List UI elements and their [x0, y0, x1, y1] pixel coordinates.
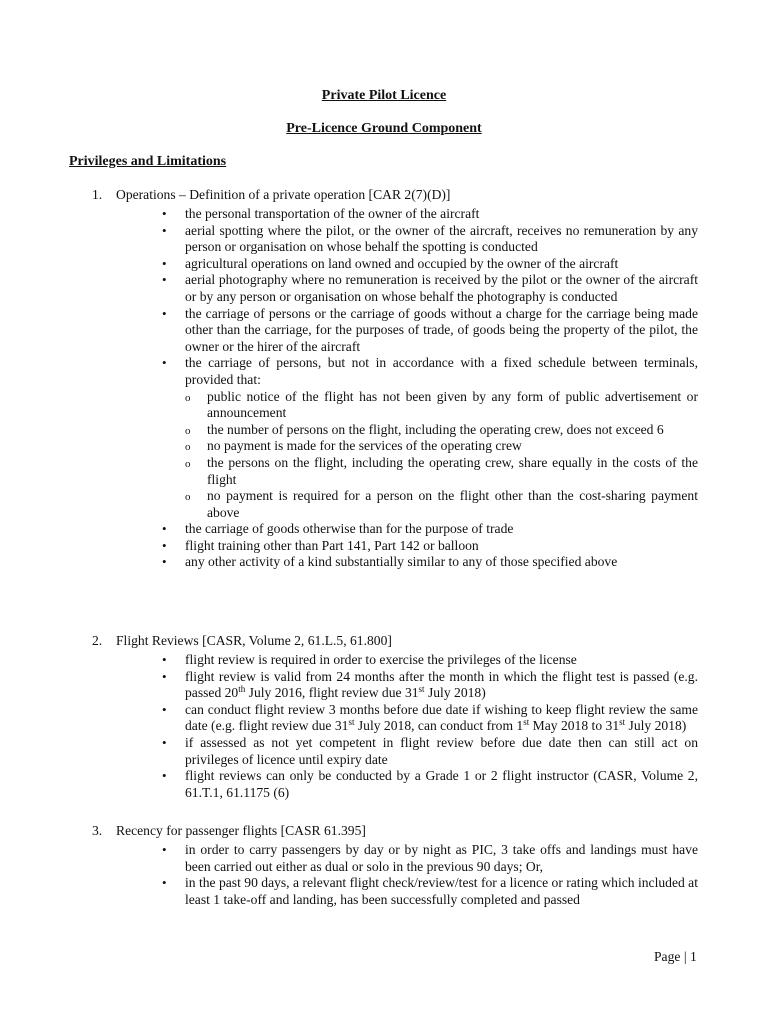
section-number: 3. [92, 823, 103, 838]
section-2-heading [92, 633, 712, 650]
document-title: Private Pilot Licence [321, 88, 447, 103]
section-number: 1. [92, 187, 103, 202]
sub-list-item: o public notice of the flight has not been given by any form of public advertisement or announcement [185, 389, 698, 422]
superscript: st [348, 717, 355, 728]
section-title: Recency for passenger flights [CASR 61.395] [116, 823, 366, 838]
section-2-bullet-list [160, 652, 698, 801]
list-item: • any other activity of a kind substantially similar to any of those specified above [160, 554, 698, 571]
section-number: 2. [92, 633, 103, 648]
text-run: July 2018) [424, 685, 486, 701]
list-item-text: the carriage of persons, but not in accordance with a fixed schedule between terminals, provided that: [185, 355, 698, 387]
list-item: • flight review is required in order to exercise the privileges of the license [160, 652, 698, 669]
list-item: • the carriage of persons or the carriage of goods without a charge for the carriage being made other than the carriage, for the purposes of trade, of goods being the property of the pilot, the owner or the hirer of the aircraft [160, 306, 698, 356]
list-item: • the carriage of goods otherwise than for the purpose of trade [160, 521, 698, 538]
section-1-bullet-list [160, 206, 698, 571]
list-item: • flight reviews can only be conducted by a Grade 1 or 2 flight instructor (CASR, Volume 2, 61.T.1, 61.1175 (6) [160, 768, 698, 801]
sub-list-item: o the number of persons on the flight, including the operating crew, does not exceed 6 [185, 422, 698, 439]
superscript: st [619, 717, 626, 728]
list-item: • agricultural operations on land owned and occupied by the owner of the aircraft [160, 256, 698, 273]
document-subtitle: Pre-Licence Ground Component [286, 121, 482, 136]
list-item: • if assessed as not yet competent in flight review before due date then can still act on privileges of licence until expiry date [160, 735, 698, 768]
list-item [160, 669, 698, 702]
list-item: • aerial spotting where the pilot, or the owner of the aircraft, receives no remuneration by any person or organisation on whose behalf the spotting is conducted [160, 223, 698, 256]
list-item [160, 702, 698, 735]
text-run: May 2018 to 31 [529, 718, 620, 734]
section-heading: Privileges and Limitations [69, 154, 227, 169]
sub-list-item: o no payment is made for the services of the operating crew [185, 438, 698, 455]
list-item [160, 355, 698, 521]
section-3-heading [92, 823, 712, 840]
text-run: July 2018) [625, 718, 687, 734]
section-3-bullet-list [160, 842, 698, 908]
list-item: • the personal transportation of the owner of the aircraft [160, 206, 698, 223]
sub-list-item: o the persons on the flight, including the operating crew, share equally in the costs of the flight [185, 455, 698, 488]
superscript: st [418, 684, 425, 695]
list-item: • in the past 90 days, a relevant flight check/review/test for a licence or rating which included at least 1 take-off and landing, has been successfully completed and passed [160, 875, 698, 908]
list-item: • in order to carry passengers by day or by night as PIC, 3 take offs and landings must have been carried out either as dual or solo in the previous 90 days; Or, [160, 842, 698, 875]
section-title: Operations – Definition of a private operation [CAR 2(7)(D)] [116, 187, 451, 202]
text-run: July 2018, can conduct from 1 [354, 718, 524, 734]
section-title: Flight Reviews [CASR, Volume 2, 61.L.5, 61.800] [116, 633, 392, 648]
superscript: st [523, 717, 530, 728]
text-run: July 2016, flight review due 31 [245, 685, 419, 701]
sub-list [185, 389, 698, 522]
text-run: flight review is valid from 24 months after the month in which the flight test is passed (e.g. passed 20 [185, 668, 698, 701]
superscript: th [238, 684, 246, 695]
list-item: • flight training other than Part 141, Part 142 or balloon [160, 538, 698, 555]
text-run: can conduct flight review 3 months before due date if wishing to keep flight review the same date (e.g. flight review due 31 [185, 701, 698, 734]
page-number: Page | 1 [654, 949, 697, 964]
sub-list-item: o no payment is required for a person on the flight other than the cost-sharing payment above [185, 488, 698, 521]
list-item: • aerial photography where no remuneration is received by the pilot or the owner of the aircraft or by any person or organisation on whose behalf the photography is conducted [160, 272, 698, 305]
section-1-heading [92, 187, 712, 204]
